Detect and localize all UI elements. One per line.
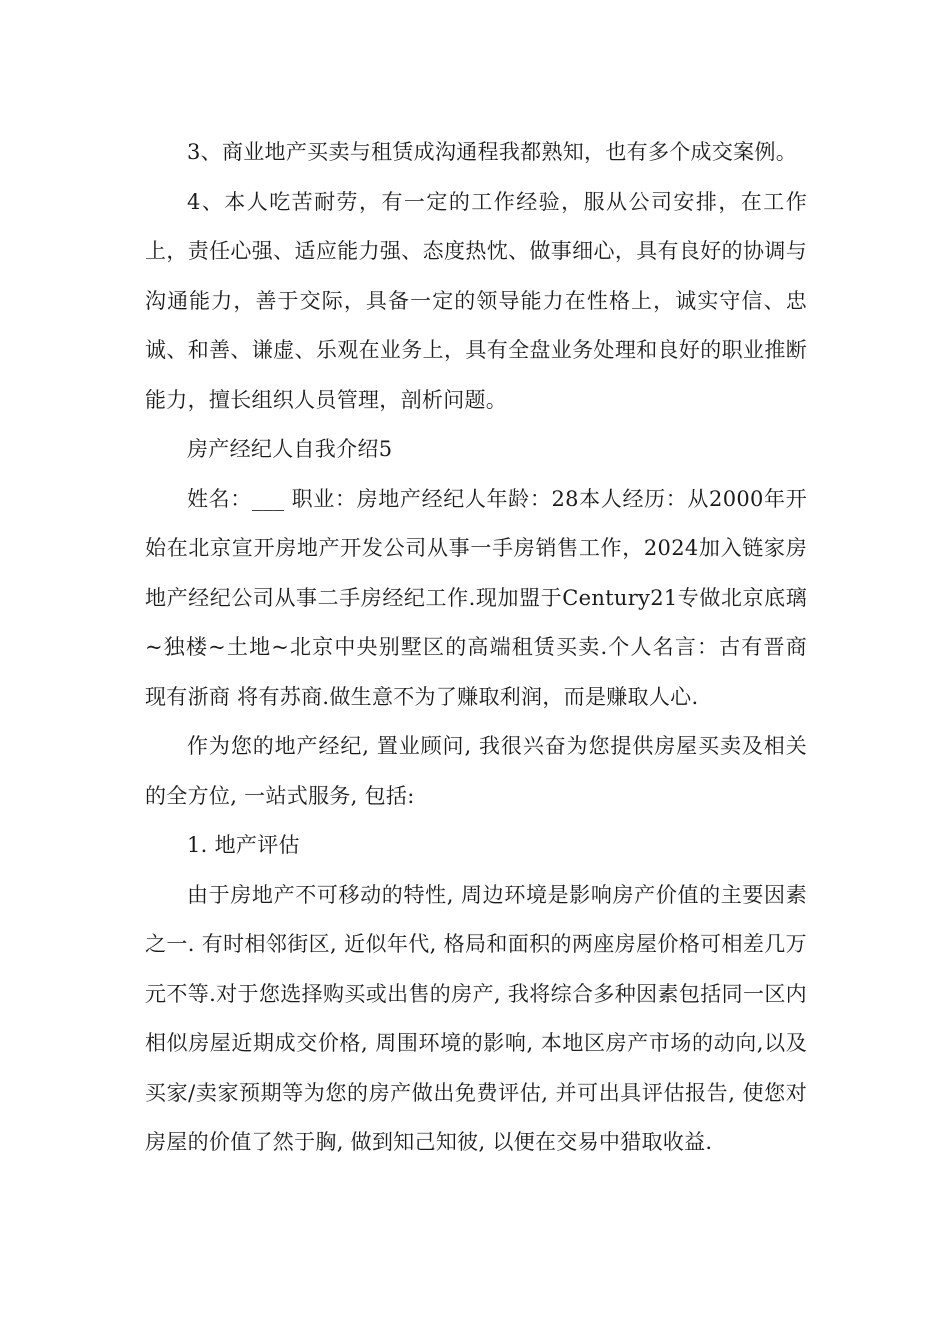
- paragraph-profile: 姓名：___ 职业：房地产经纪人年龄：28本人经历：从2000年开始在北京宣开房地产开发公司从事一手房销售工作，2024加入链家房地产经纪公司从事二手房经纪工作.现加盟于Century21专做北京底璃~独楼~土地~北京中央别墅区的高端租赁买卖.个人名言：古有晋商 现有浙商 将有苏商.做生意不为了赚取利润，而是赚取人心.: [145, 486, 807, 709]
- list-item-appraisal: 1. 地产评估: [187, 833, 300, 857]
- paragraph-item-4: 4、本人吃苦耐劳，有一定的工作经验，服从公司安排，在工作上，责任心强、适应能力强、态度热忱、做事细心，具有良好的协调与沟通能力，善于交际，具备一定的领导能力在性格上，诚实守信、忠诚、和善、谦虚、乐观在业务上，具有全盘业务处理和良好的职业推断能力，擅长组织人员管理，剖析问题。: [145, 189, 807, 412]
- paragraph-services-intro: 作为您的地产经纪, 置业顾问, 我很兴奋为您提供房屋买卖及相关的全方位, 一站式服务, 包括:: [145, 734, 807, 808]
- section-heading: 房产经纪人自我介绍5: [187, 437, 393, 461]
- paragraph-appraisal: 由于房地产不可移动的特性, 周边环境是影响房产价值的主要因素之一. 有时相邻街区, 近似年代, 格局和面积的两座房屋价格可相差几万元不等.对于您选择购买或出售的房产, 我将综合多种因素包括同一区内相似房屋近期成交价格, 周围环境的影响, 本地区房产市场的动向,以及买家/卖家预期等为您的房产做出免费评估, 并可出具评估报告, 使您对房屋的价值了然于胸, 做到知己知彼, 以便在交易中猎取收益.: [145, 882, 807, 1154]
- document-body: [145, 128, 807, 1168]
- paragraph-item-3: 3、商业地产买卖与租赁成沟通程我都熟知，也有多个成交案例。: [187, 140, 798, 164]
